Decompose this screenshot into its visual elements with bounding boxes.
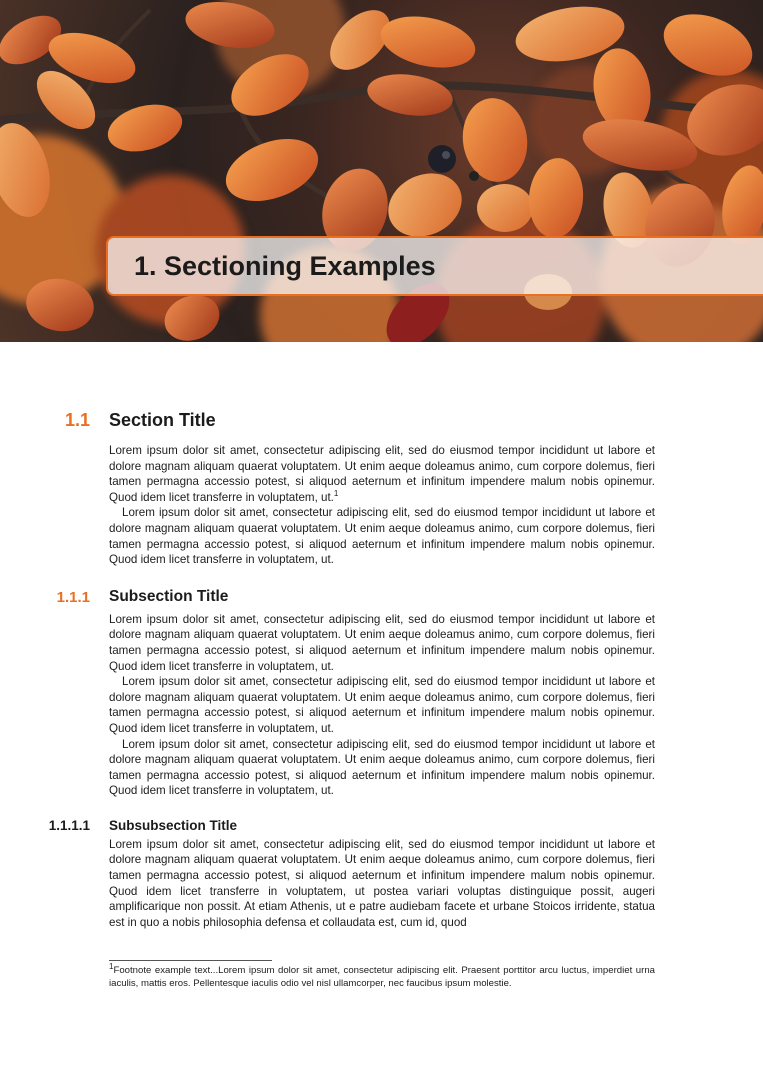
paragraph: Lorem ipsum dolor sit amet, consectetur adipiscing elit, sed do eiusmod tempor incididunt ut labore et dolore magnam aliquam quaerat voluptatem. Ut enim aeque doleamus animo, cum corpore dolemus, fieri tamen permagna accessio potest, si aliquod aeternum et infinitum impendere malum nobis opinemur. Quod idem licet transferre in voluptatem, ut postea variari voluptas distinguique possit, augeri amplificarique non possit. At etiam Athenis, ut e patre audiebam facete et urbane Stoicos irridente, statua est in quo a nobis philosophia defensa et collaudata est, cum id, quod	[109, 837, 655, 929]
footnote	[109, 961, 655, 990]
section-heading	[0, 408, 763, 434]
subsubsection-title: Subsubsection Title	[109, 817, 238, 833]
paragraph: Lorem ipsum dolor sit amet, consectetur adipiscing elit, sed do eiusmod tempor incididunt ut labore et dolore magnam aliquam quaerat voluptatem. Ut enim aeque doleamus animo, cum corpore dolemus, fieri tamen permagna accessio potest, si aliquod aeternum et infinitum impendere malum nobis opinemur. Quod idem licet transferre in voluptatem, ut.	[109, 612, 655, 673]
subsubsection-block	[0, 817, 763, 931]
subsection-title: Subsection Title	[109, 587, 229, 605]
footnote-reference[interactable]: 1	[333, 488, 339, 498]
paragraph: Lorem ipsum dolor sit amet, consectetur adipiscing elit, sed do eiusmod tempor incididunt ut labore et dolore magnam aliquam quaerat voluptatem. Ut enim aeque doleamus animo, cum corpore dolemus, fieri tamen permagna accessio potest, si aliquod aeternum et infinitum impendere malum nobis opinemur. Quod idem licet transferre in voluptatem, ut.	[109, 737, 655, 798]
paragraph: Lorem ipsum dolor sit amet, consectetur adipiscing elit, sed do eiusmod tempor incididunt ut labore et dolore magnam aliquam quaerat voluptatem. Ut enim aeque doleamus animo, cum corpore dolemus, fieri tamen permagna accessio potest, si aliquod aeternum et infinitum impendere malum nobis opinemur. Quod idem licet transferre in voluptatem, ut.	[109, 506, 655, 567]
paragraph: Lorem ipsum dolor sit amet, consectetur adipiscing elit, sed do eiusmod tempor incididunt ut labore et dolore magnam aliquam quaerat voluptatem. Ut enim aeque doleamus animo, cum corpore dolemus, fieri tamen permagna accessio potest, si aliquod aeternum et infinitum impendere malum nobis opinemur. Quod idem licet transferre in voluptatem, ut.	[109, 675, 655, 735]
document-body	[0, 408, 763, 930]
footnote-mark: 1	[109, 961, 114, 971]
subsubsection-number: 1.1.1.1	[48, 817, 90, 833]
paragraph: Lorem ipsum dolor sit amet, consectetur adipiscing elit, sed do eiusmod tempor incididunt ut labore et dolore magnam aliquam quaerat voluptatem. Ut enim aeque doleamus animo, cum corpore dolemus, fieri tamen permagna accessio potest, si aliquod aeternum et infinitum impendere malum nobis opinemur. Quod idem licet transferre in voluptatem, ut.$^1$	[109, 444, 655, 504]
section-block	[0, 408, 763, 568]
section-paragraphs	[109, 443, 655, 568]
section-number: 1.1	[64, 410, 90, 430]
section-title: Section Title	[109, 410, 216, 430]
footnote-text: Footnote example text...Lorem ipsum dolor sit amet, consectetur adipiscing elit. Praesent porttitor arcu luctus, imperdiet urna iaculis, mattis eros. Pellentesque iaculis odio vel nisl ullamcorper, nec faucibus ipsum molestie.	[109, 965, 655, 989]
subsection-heading	[0, 588, 763, 614]
subsection-paragraphs	[109, 612, 655, 799]
footnote-divider	[109, 960, 272, 961]
subsubsection-paragraphs	[109, 837, 655, 931]
subsection-number: 1.1.1	[56, 588, 90, 606]
chapter-title-banner	[106, 236, 763, 296]
subsection-block	[0, 588, 763, 799]
subsubsection-heading	[0, 817, 763, 837]
chapter-title: 1. Sectioning Examples	[134, 251, 436, 281]
